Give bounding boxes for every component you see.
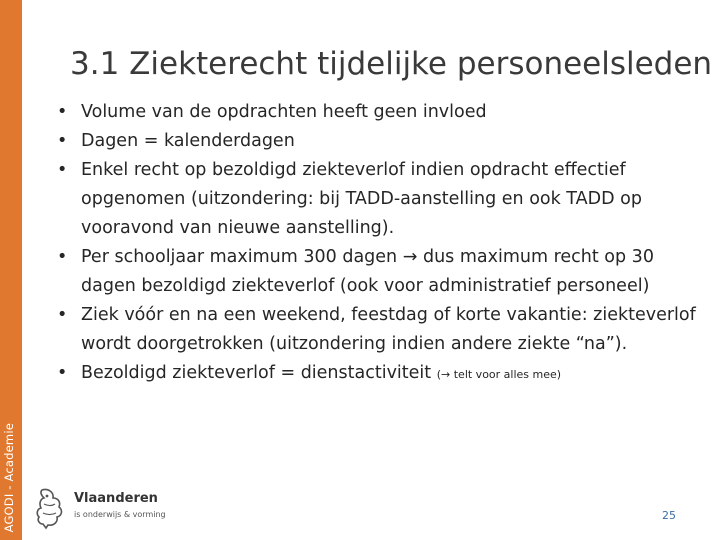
bullet-list — [53, 98, 713, 389]
arrow-right-icon: → — [441, 368, 451, 381]
bullet-dot-icon: • — [57, 131, 68, 151]
note-open-paren: ( — [436, 368, 442, 381]
bullet-text: Bezoldigd ziekteverlof = dienstactiviteit — [81, 363, 432, 383]
sidebar-band — [0, 0, 22, 540]
bullet-text: dus maximum recht op 30 dagen bezoldigd ziekteverlof (ook voor administratief personeel) — [81, 247, 654, 296]
bullet-dot-icon: • — [57, 363, 68, 383]
flemish-lion-icon — [34, 486, 68, 530]
logo-subtitle: is onderwijs & vorming — [74, 510, 166, 519]
bullet-dot-icon: • — [57, 160, 68, 180]
vlaanderen-logo — [34, 486, 194, 530]
bullet-item — [53, 98, 713, 127]
logo-name: Vlaanderen — [74, 491, 158, 506]
bullet-item — [53, 127, 713, 156]
bullet-item — [53, 156, 713, 243]
bullet-text: Enkel recht op bezoldigd ziekteverlof indien opdracht effectief opgenomen (uitzondering: bij TADD-aanstelling en ook TADD op vooravond van nieuwe aanstelling). — [81, 160, 642, 238]
bullet-text: Per schooljaar maximum 300 dagen — [81, 247, 398, 267]
sidebar-label: AGODI - Academie — [2, 422, 16, 532]
note-text: telt voor alles mee) — [453, 368, 562, 381]
bullet-dot-icon: • — [57, 305, 68, 325]
page-number: 25 — [662, 509, 676, 522]
bullet-dot-icon: • — [57, 102, 68, 122]
slide-title: 3.1 Ziekterecht tijdelijke personeelsleden — [70, 46, 713, 82]
bullet-item — [53, 301, 713, 359]
bullet-dot-icon: • — [57, 247, 68, 267]
bullet-item — [53, 243, 713, 301]
bullet-text: Ziek vóór en na een weekend, feestdag of korte vakantie: ziekteverlof wordt doorgetrokken (uitzondering indien andere ziekte “na”). — [81, 305, 696, 354]
bullet-item — [53, 359, 713, 389]
arrow-right-icon: → — [402, 247, 418, 267]
bullet-note — [437, 368, 561, 381]
bullet-text: Dagen = kalenderdagen — [81, 131, 295, 151]
bullet-text: Volume van de opdrachten heeft geen invloed — [81, 102, 487, 122]
